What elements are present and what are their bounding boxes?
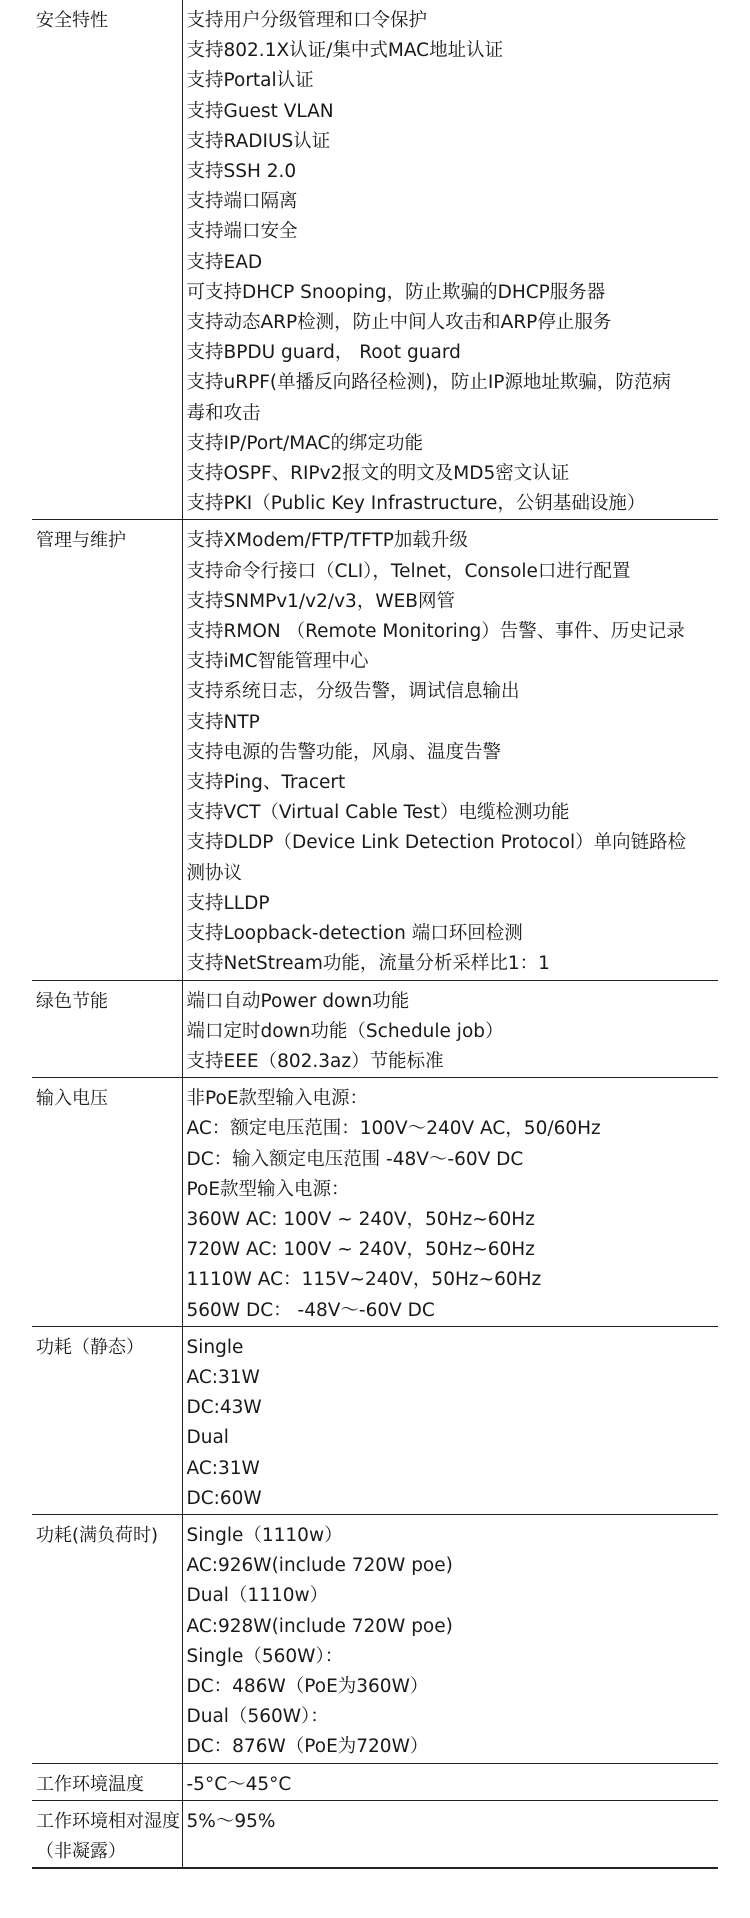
spec-value-line: Single（560W）： xyxy=(186,1645,344,1667)
spec-value-line: 5%～95% xyxy=(186,1810,276,1832)
spec-value-line: 支持RMON （Remote Monitoring）告警、事件、历史记录 xyxy=(186,621,685,643)
spec-value-line: Single（1110w） xyxy=(186,1524,343,1546)
spec-label: 绿色节能 xyxy=(32,980,182,1078)
spec-label: 安全特性 xyxy=(32,0,182,520)
spec-value-line: DC:43W xyxy=(186,1397,262,1419)
spec-value-line: 支持iMC智能管理中心 xyxy=(186,651,369,673)
spec-value-line: -5°C～45°C xyxy=(186,1773,292,1795)
spec-value-line: 支持uRPF(单播反向路径检测)，防止IP源地址欺骗，防范病 xyxy=(186,372,671,394)
spec-value-line: 支持BPDU guard， Root guard xyxy=(186,342,461,364)
spec-value-line: 支持命令行接口（CLI），Telnet，Console口进行配置 xyxy=(186,560,631,582)
spec-value-line: 支持电源的告警功能，风扇、温度告警 xyxy=(186,741,502,763)
spec-label: 工作环境温度 xyxy=(32,1763,182,1800)
spec-value-cell xyxy=(182,1800,718,1868)
spec-value-line: 支持NetStream功能，流量分析采样比1：1 xyxy=(186,953,550,975)
spec-value-line: AC:31W xyxy=(186,1366,260,1388)
spec-value-line: 支持Ping、Tracert xyxy=(186,772,346,794)
spec-row xyxy=(32,0,718,520)
spec-value-line: 支持端口隔离 xyxy=(186,191,298,213)
spec-label: 功耗（静态） xyxy=(32,1326,182,1514)
spec-value-line: 端口自动Power down功能 xyxy=(186,990,410,1012)
spec-value-line: DC：486W（PoE为360W） xyxy=(186,1675,429,1697)
spec-value-line: Dual xyxy=(186,1427,229,1449)
spec-value-line: 支持端口安全 xyxy=(186,221,298,243)
spec-value-line: 720W AC: 100V ~ 240V，50Hz~60Hz xyxy=(186,1239,535,1261)
spec-value-line: 支持Portal认证 xyxy=(186,70,314,92)
spec-value-cell xyxy=(182,980,718,1078)
spec-value-cell xyxy=(182,0,718,520)
spec-value-line: 支持SSH 2.0 xyxy=(186,161,297,183)
spec-value-cell xyxy=(182,520,718,980)
spec-value-line: DC：输入额定电压范围 -48V～-60V DC xyxy=(186,1148,524,1170)
spec-value-line: Single xyxy=(186,1336,244,1358)
spec-value-line: 支持Guest VLAN xyxy=(186,100,334,122)
spec-label: 管理与维护 xyxy=(32,520,182,980)
spec-label: 输入电压 xyxy=(32,1078,182,1327)
spec-value-line: Dual（1110w） xyxy=(186,1585,329,1607)
spec-value-line: 支持用户分级管理和口令保护 xyxy=(186,10,428,31)
spec-value-line: 支持动态ARP检测，防止中间人攻击和ARP停止服务 xyxy=(186,312,612,334)
spec-value-line: 测协议 xyxy=(186,862,243,884)
spec-value-line: 支持RADIUS认证 xyxy=(186,130,331,152)
spec-table-body xyxy=(32,0,718,1868)
spec-value-cell xyxy=(182,1514,718,1763)
spec-value-line: AC:926W(include 720W poe) xyxy=(186,1555,453,1577)
spec-value-line: 支持VCT（Virtual Cable Test）电缆检测功能 xyxy=(186,802,570,824)
spec-value-line: 支持EAD xyxy=(186,251,263,273)
spec-value-line: 毒和攻击 xyxy=(186,402,261,424)
spec-label: 功耗(满负荷时) xyxy=(32,1514,182,1763)
spec-value-line: 支持OSPF、RIPv2报文的明文及MD5密文认证 xyxy=(186,463,570,485)
spec-value-line: 支持DLDP（Device Link Detection Protocol）单向链路检 xyxy=(186,832,687,854)
spec-value-line: DC：876W（PoE为720W） xyxy=(186,1736,429,1758)
spec-value-line: 360W AC: 100V ~ 240V，50Hz~60Hz xyxy=(186,1208,535,1230)
spec-value-line: 支持LLDP xyxy=(186,892,270,914)
spec-value-line: 非PoE款型输入电源： xyxy=(186,1088,369,1110)
spec-value-line: 560W DC： -48V～-60V DC xyxy=(186,1299,435,1321)
spec-row xyxy=(32,980,718,1078)
spec-value-line: 支持系统日志，分级告警，调试信息输出 xyxy=(186,681,520,703)
spec-row xyxy=(32,1514,718,1763)
spec-value-line: 端口定时down功能（Schedule job） xyxy=(186,1020,504,1042)
spec-row xyxy=(32,1763,718,1800)
spec-value-line: 支持Loopback-detection 端口环回检测 xyxy=(186,923,523,945)
spec-value-line: 支持EEE（802.3az）节能标准 xyxy=(186,1050,444,1072)
spec-table xyxy=(32,0,718,1869)
spec-value-cell xyxy=(182,1078,718,1327)
spec-row xyxy=(32,1326,718,1514)
spec-value-line: DC:60W xyxy=(186,1487,262,1509)
spec-value-line: 可支持DHCP Snooping，防止欺骗的DHCP服务器 xyxy=(186,281,606,303)
spec-row xyxy=(32,520,718,980)
spec-value-cell xyxy=(182,1326,718,1514)
spec-value-line: AC:928W(include 720W poe) xyxy=(186,1615,453,1637)
spec-label: 工作环境相对湿度（非凝露） xyxy=(32,1800,182,1868)
spec-value-line: 支持XModem/FTP/TFTP加载升级 xyxy=(186,530,468,552)
spec-value-line: 支持IP/Port/MAC的绑定功能 xyxy=(186,432,423,454)
spec-value-line: 1110W AC：115V~240V，50Hz~60Hz xyxy=(186,1269,542,1291)
spec-value-line: AC:31W xyxy=(186,1457,260,1479)
spec-value-line: 支持NTP xyxy=(186,711,260,733)
spec-row xyxy=(32,1078,718,1327)
spec-value-line: 支持PKI（Public Key Infrastructure，公钥基础设施） xyxy=(186,493,646,515)
spec-value-line: Dual（560W）： xyxy=(186,1706,329,1728)
spec-value-line: PoE款型输入电源： xyxy=(186,1178,350,1200)
spec-value-line: 支持802.1X认证/集中式MAC地址认证 xyxy=(186,40,504,62)
spec-value-line: 支持SNMPv1/v2/v3，WEB网管 xyxy=(186,590,455,612)
spec-value-line: AC：额定电压范围：100V～240V AC，50/60Hz xyxy=(186,1118,601,1140)
spec-row xyxy=(32,1800,718,1868)
spec-value-cell xyxy=(182,1763,718,1800)
